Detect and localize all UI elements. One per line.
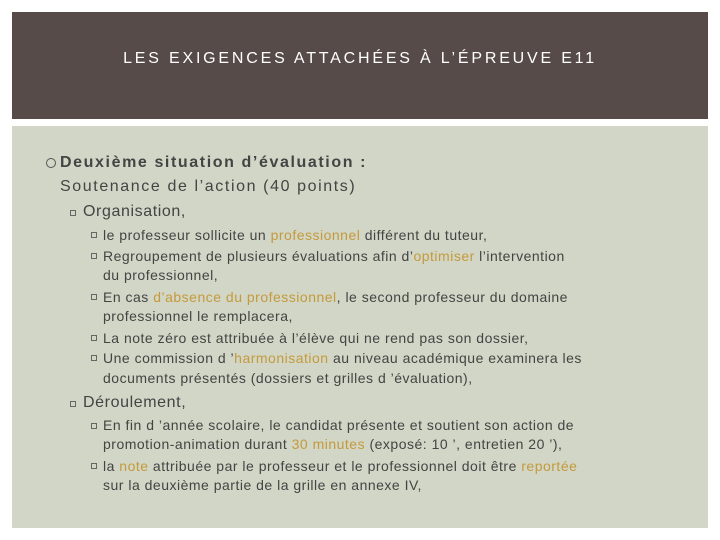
slide-content xyxy=(12,126,708,528)
square-bullet-icon xyxy=(91,463,97,469)
square-bullet-icon xyxy=(70,401,76,407)
item-line: En cas d’absence du professionnel, le second professeur du domaine xyxy=(103,289,568,305)
item-line: Regroupement de plusieurs évaluations afin d’optimiser l’intervention xyxy=(103,248,565,264)
square-bullet-icon xyxy=(91,335,97,341)
item-line-continued: documents présentés (dossiers et grilles d ’évaluation), xyxy=(103,370,473,386)
item-line-continued: sur la deuxième partie de la grille en annexe IV, xyxy=(103,477,422,493)
heading-line-2: Soutenance de l’action (40 points) xyxy=(60,178,357,195)
item-line: En fin d ’année scolaire, le candidat présente et soutient son action de xyxy=(103,417,575,433)
item-line-continued: du professionnel, xyxy=(103,267,219,283)
item-line-continued: promotion-animation durant 30 minutes (exposé: 10 ’, entretien 20 ’), xyxy=(103,436,563,452)
square-bullet-icon xyxy=(91,355,97,361)
heading-line-1: Deuxième situation d’évaluation : xyxy=(60,154,368,171)
slide-title: LES EXIGENCES ATTACHÉES À L’ÉPREUVE E11 xyxy=(123,50,597,67)
section-organisation-label: Organisation, xyxy=(83,203,186,220)
circle-bullet-icon xyxy=(46,158,56,168)
item-line: Une commission d ’harmonisation au niveau académique examinera les xyxy=(103,350,582,366)
title-banner xyxy=(12,12,708,119)
square-bullet-icon xyxy=(70,210,76,216)
square-bullet-icon xyxy=(91,423,97,429)
item-line: La note zéro est attribuée à l’élève qui ne rend pas son dossier, xyxy=(103,330,529,346)
item-line-continued: professionnel le remplacera, xyxy=(103,308,293,324)
item-line: le professeur sollicite un professionnel différent du tuteur, xyxy=(103,227,488,243)
square-bullet-icon xyxy=(91,253,97,259)
item-line: la note attribuée par le professeur et le professionnel doit être reportée xyxy=(103,458,578,474)
square-bullet-icon xyxy=(91,232,97,238)
section-deroulement-label: Déroulement, xyxy=(83,394,187,411)
square-bullet-icon xyxy=(91,294,97,300)
